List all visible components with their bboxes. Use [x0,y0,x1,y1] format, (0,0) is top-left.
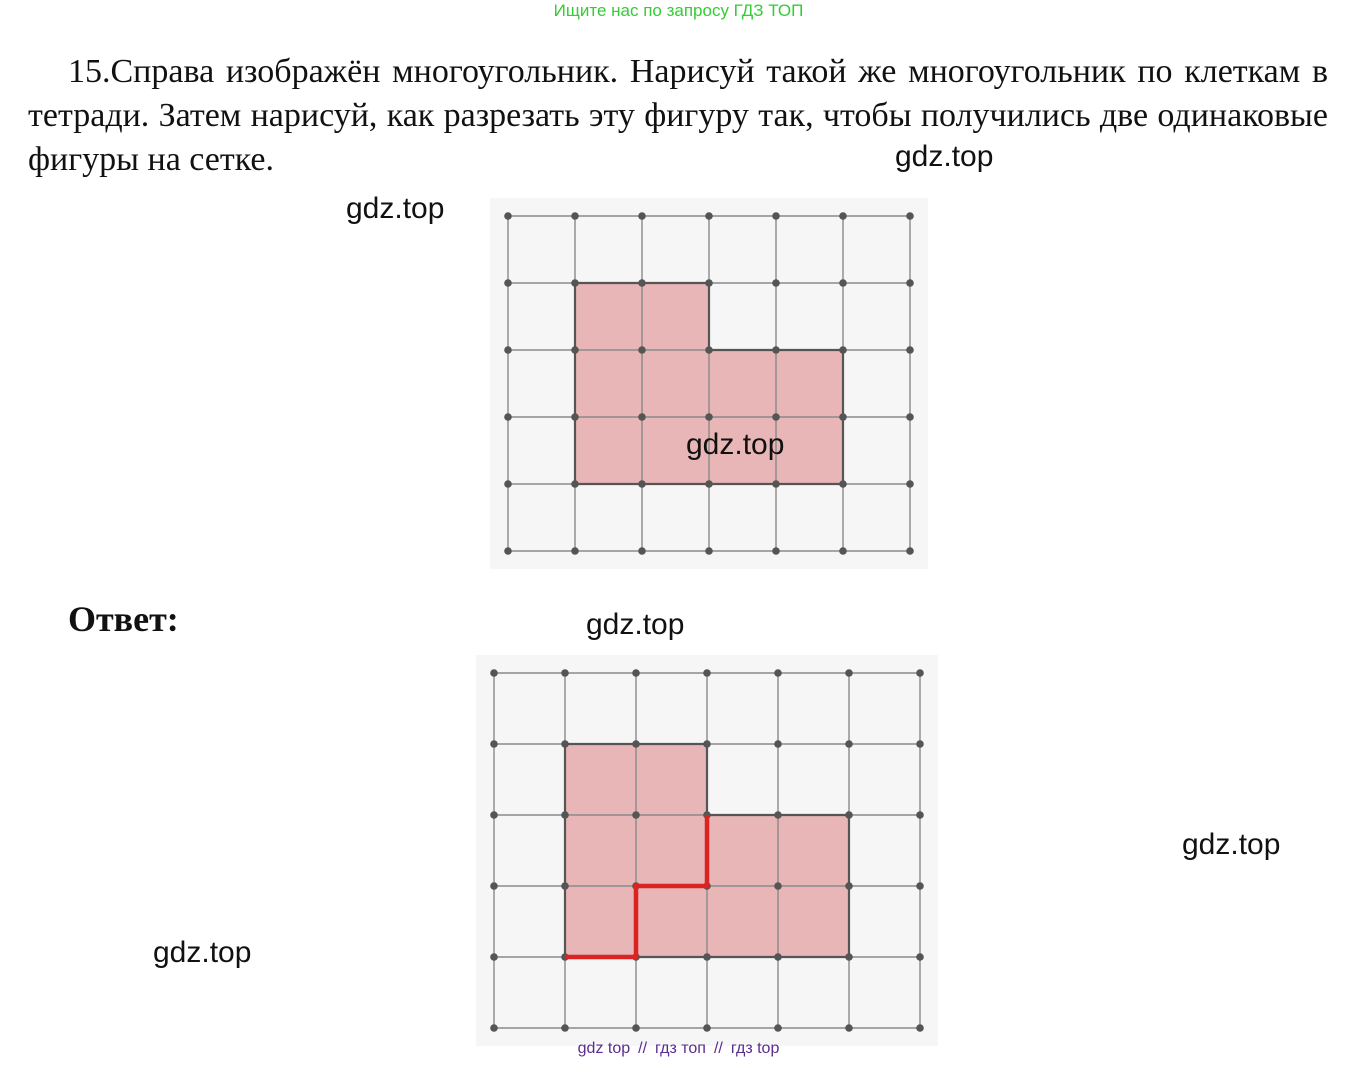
grid-node [703,740,711,748]
grid-node [638,279,646,287]
grid-node [490,953,498,961]
grid-node [916,740,924,748]
shaded-cell [575,417,642,484]
shaded-cell [575,350,642,417]
grid-node [561,740,569,748]
grid-node [772,346,780,354]
grid-node [839,279,847,287]
grid-node [504,279,512,287]
grid-node [772,413,780,421]
grid-node [504,547,512,555]
grid-node [705,212,713,220]
grid-node [632,1024,640,1032]
shaded-cell [778,815,849,886]
footer-links [0,1040,1357,1058]
shaded-cell [565,815,636,886]
grid-node [638,413,646,421]
grid-node [839,346,847,354]
grid-node [906,212,914,220]
grid-node [839,413,847,421]
grid-node [916,953,924,961]
grid-node [705,547,713,555]
grid-node [571,547,579,555]
answer-grid-figure [476,655,938,1046]
grid-node [845,669,853,677]
grid-node [638,480,646,488]
grid-node [638,547,646,555]
grid-node [571,413,579,421]
grid-node [916,669,924,677]
grid-node [845,953,853,961]
shaded-cell [636,815,707,886]
grid-node [703,1024,711,1032]
grid-node [490,811,498,819]
grid-node [774,953,782,961]
watermark: gdz.top [1182,828,1281,861]
grid-svg [490,198,928,569]
grid-node [774,740,782,748]
shaded-cell [565,886,636,957]
watermark: gdz.top [346,192,445,225]
grid-node [571,346,579,354]
shaded-cell [707,886,778,957]
grid-node [632,740,640,748]
shaded-cell [776,350,843,417]
grid-node [490,882,498,890]
grid-node [490,740,498,748]
grid-node [906,279,914,287]
task-text: 15.Справа изображён многоугольник. Нарисуй такой же многоугольник по клеткам в тетради. Затем нарисуй, как разрезать эту фигуру так, чтобы получились две одинаковые фигуры на сетке. [28,53,1328,178]
shaded-cell [575,283,642,350]
grid-node [916,811,924,819]
footer-link[interactable]: gdz top [577,1040,631,1057]
grid-node [490,669,498,677]
grid-node [839,547,847,555]
grid-node [906,413,914,421]
grid-node [561,882,569,890]
grid-node [571,480,579,488]
grid-node [772,212,780,220]
grid-node [703,953,711,961]
grid-node [839,212,847,220]
grid-node [705,480,713,488]
shaded-cell [636,886,707,957]
grid-node [705,413,713,421]
grid-svg [476,655,938,1046]
grid-node [774,669,782,677]
grid-node [561,1024,569,1032]
shaded-cell [707,815,778,886]
grid-node [638,346,646,354]
grid-node [916,882,924,890]
grid-node [571,212,579,220]
grid-node [839,480,847,488]
grid-node [571,279,579,287]
answer-label: Ответ: [68,599,179,639]
watermark: gdz.top [586,608,685,641]
footer-separator: // [713,1040,723,1057]
shaded-cell [776,417,843,484]
grid-node [845,740,853,748]
watermark: gdz.top [686,428,785,461]
grid-node [916,1024,924,1032]
grid-node [772,547,780,555]
grid-node [632,669,640,677]
footer-separator: // [638,1040,648,1057]
grid-node [774,811,782,819]
grid-node [504,413,512,421]
grid-node [906,346,914,354]
grid-node [845,882,853,890]
grid-node [703,669,711,677]
grid-node [774,1024,782,1032]
footer-link[interactable]: гдз топ [655,1040,706,1057]
grid-node [774,882,782,890]
polygon-grid-figure [490,198,928,569]
shaded-cell [642,283,709,350]
grid-node [561,811,569,819]
grid-node [504,346,512,354]
shaded-cell [642,350,709,417]
shaded-cell [778,886,849,957]
grid-node [561,669,569,677]
grid-node [638,212,646,220]
grid-node [490,1024,498,1032]
footer-link[interactable]: гдз top [730,1040,780,1057]
top-banner[interactable]: Ищите нас по запросу ГДЗ ТОП [553,1,804,20]
shaded-cell [709,350,776,417]
watermark: gdz.top [153,936,252,969]
grid-node [705,279,713,287]
grid-node [906,480,914,488]
shaded-cell [636,744,707,815]
grid-node [504,480,512,488]
grid-node [845,811,853,819]
grid-node [772,480,780,488]
grid-node [705,346,713,354]
grid-node [632,811,640,819]
grid-node [906,547,914,555]
grid-node [845,1024,853,1032]
shaded-cell [565,744,636,815]
grid-node [772,279,780,287]
watermark: gdz.top [895,140,994,173]
grid-node [504,212,512,220]
